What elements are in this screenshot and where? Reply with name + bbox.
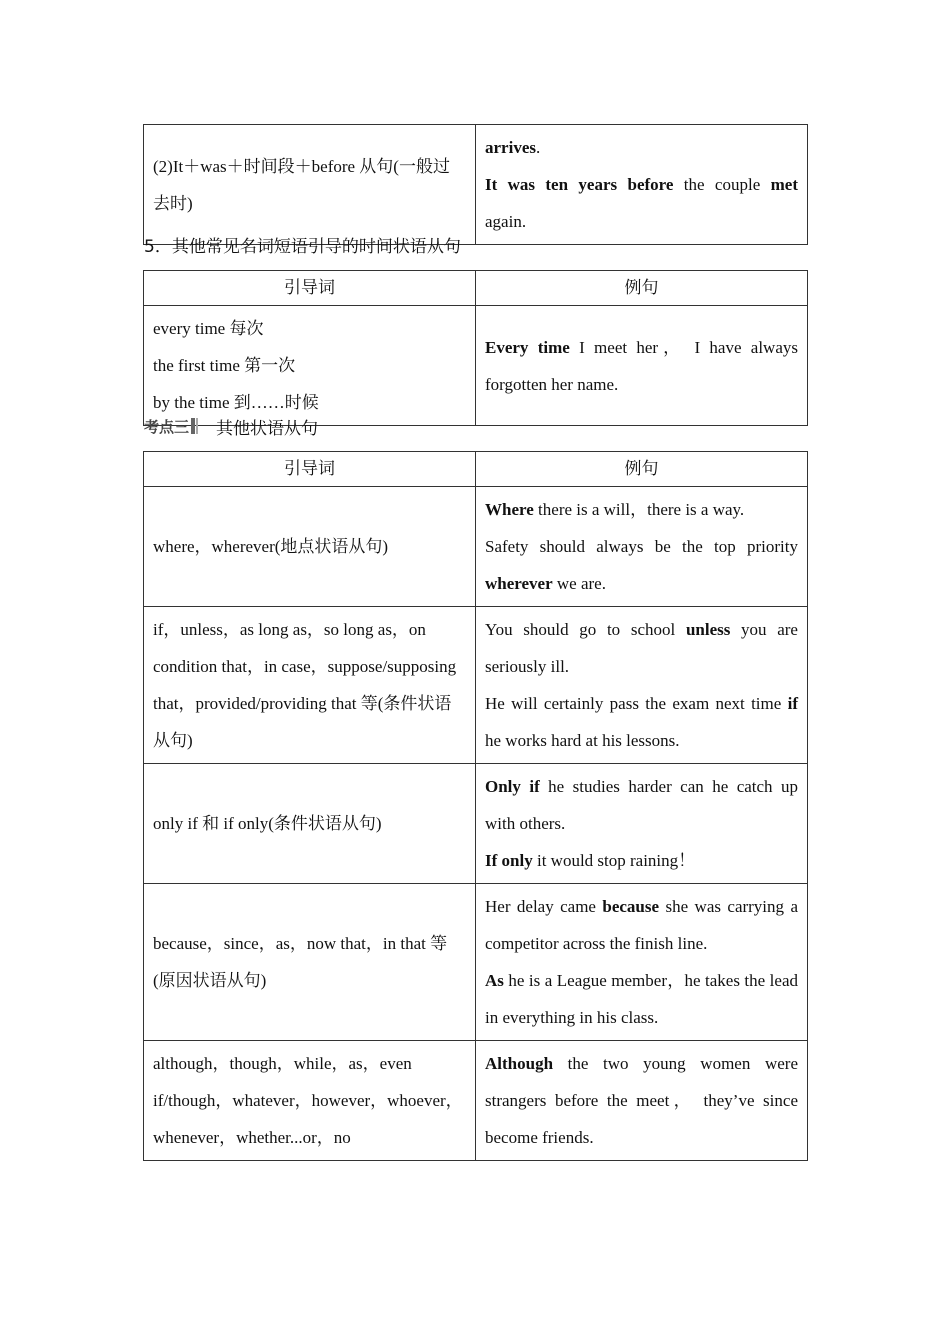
table-header-row [144,452,808,487]
kaodian-title: 其他状语从句 [216,418,319,439]
kaodian-bar-icon [191,418,195,434]
keyword-bold: Although [485,1054,554,1073]
sentence-text: it would stop raining！ [532,851,696,870]
example-cell [476,125,808,245]
table-row [144,125,808,245]
grammar-table-top [143,124,808,245]
sentence-text: the couple [673,175,771,194]
table-row [144,306,808,426]
example-cell [476,764,808,884]
keyword-bold: because [602,897,660,916]
guide-word-cell: if，unless，as long as，so long as，on condition that，in case，suppose/supposing that，provided/providing that 等(条件状语从句) [144,607,476,764]
header-guide-word: 引导词 [144,452,476,487]
keyword-bold: As [485,971,504,990]
sentence-text: I meet her， I have always forgotten her name. [485,337,798,394]
table-row [144,1041,808,1161]
example-sentence [485,842,798,879]
example-sentence [485,528,798,602]
guide-word-line: the first time 第一次 [153,356,296,375]
sentence-text: . [535,138,541,157]
example-cell [476,1041,808,1161]
example-sentence [485,611,798,685]
guide-word-cell: where，wherever(地点状语从句) [144,487,476,607]
example-sentence [485,768,798,842]
example-sentence [485,1045,798,1156]
sentence-text: Her delay came [485,897,603,916]
guide-word-cell: because，since，as，now that，in that 等(原因状语从句) [144,884,476,1041]
sentence-text: he studies harder can he catch up with others. [485,777,798,833]
keyword-bold: met [770,175,798,194]
kaodian-heading [144,414,318,438]
example-sentence [485,166,798,240]
guide-word-line: by the time 到……时候 [153,393,319,412]
table-row [144,607,808,764]
sentence-text: there is a will，there is a way. [533,500,745,519]
example-sentence [485,491,798,528]
keyword-bold: unless [685,620,731,639]
example-cell [476,487,808,607]
example-cell [476,607,808,764]
grammar-table-other-clauses [143,451,808,1161]
header-guide-word: 引导词 [144,271,476,306]
table-row [144,487,808,607]
grammar-table-section5 [143,270,808,426]
example-sentence [485,129,798,166]
keyword-bold: It was ten years before [485,175,674,194]
example-sentence [485,888,798,962]
sentence-text: he works hard at his lessons. [485,731,680,750]
sentence-text: you are seriously ill. [485,620,798,676]
sentence-text: he is a League member，he takes the lead in everything in his class. [485,971,798,1027]
keyword-bold: Every time [485,337,570,357]
table-header-row [144,271,808,306]
keyword-bold: if [787,694,798,713]
example-sentence [485,685,798,759]
table-row [144,884,808,1041]
sentence-text: He will certainly pass the exam next time [485,694,788,713]
guide-word-cell: (2)It＋was＋时间段＋before 从句(一般过去时) [144,125,476,245]
sentence-text: again. [485,212,527,231]
kaodian-label: 考点三 [144,417,190,436]
keyword-bold: Only if [485,777,540,796]
section-5-heading: 5．其他常见名词短语引导的时间状语从句 [144,237,461,257]
guide-word-cell [144,306,476,426]
example-cell [476,306,808,426]
sentence-text: Safety should always be the top priority [485,537,798,556]
guide-word-cell: although，though，while，as，even if/though，whatever，however，whoever，whenever，whether...or，no [144,1041,476,1161]
table-row [144,764,808,884]
kaodian-bar-light-icon [196,418,198,434]
example-sentence [485,329,798,403]
guide-word-line: every time 每次 [153,319,264,338]
guide-word-cell: only if 和 if only(条件状语从句) [144,764,476,884]
keyword-bold: If only [485,851,533,870]
sentence-text: the two young women were strangers before the meet， they’ve since become friends. [485,1054,798,1147]
keyword-bold: wherever [485,574,553,593]
header-example: 例句 [476,452,808,487]
sentence-text: we are. [552,574,606,593]
keyword-bold: arrives [485,138,536,157]
header-example: 例句 [476,271,808,306]
keyword-bold: Where [485,500,534,519]
sentence-text: she was carrying a competitor across the finish line. [485,897,798,953]
example-sentence [485,962,798,1036]
example-cell [476,884,808,1041]
sentence-text: You should go to school [485,620,686,639]
